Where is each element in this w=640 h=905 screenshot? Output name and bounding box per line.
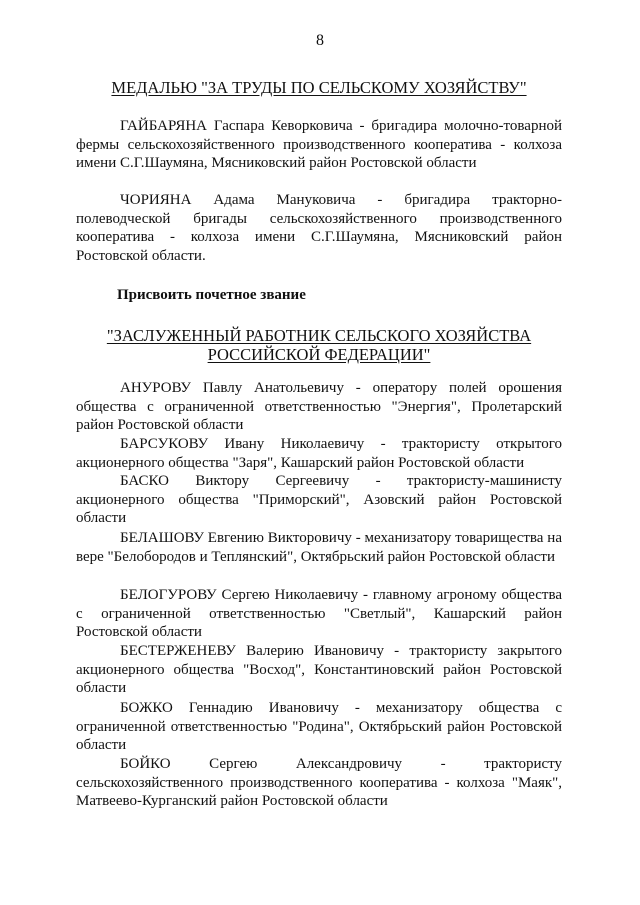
honorary-title-heading-line1: "ЗАСЛУЖЕННЫЙ РАБОТНИК СЕЛЬСКОГО ХОЗЯЙСТВА [106,326,532,345]
honorary-title-heading [76,326,562,364]
award-entry-belashov: БЕЛАШОВУ Евгению Викторовичу - механизатору товарищества на вере "Белобородов и Теплянский", Октябрьский район Ростовской области [76,530,562,565]
award-entry-basko: БАСКО Виктору Сергеевичу - трактористу-машинисту акционерного общества "Приморский", Азовский район Ростовской области [76,473,562,526]
medal-heading: МЕДАЛЬЮ "ЗА ТРУДЫ ПО СЕЛЬСКОМУ ХОЗЯЙСТВУ" [111,78,527,97]
honorary-title-heading-line2: РОССИЙСКОЙ ФЕДЕРАЦИИ" [207,345,431,364]
award-entry-besterzhenev: БЕСТЕРЖЕНЕВУ Валерию Ивановичу - трактористу закрытого акционерного общества "Восход", Константиновский район Ростовской области [76,643,562,696]
award-entry-barsukov: БАРСУКОВУ Ивану Николаевичу - трактористу открытого акционерного общества "Заря", Кашарский район Ростовской области [76,436,562,471]
award-entry-boiko: БОЙКО Сергею Александровичу - трактористу сельскохозяйственного производственного кооператива - колхоза "Маяк", Матвеево-Курганский район Ростовской области [76,756,562,809]
award-entry-gaibaryan: ГАЙБАРЯНА Гаспара Кеворковича - бригадира молочно-товарной фермы сельскохозяйственного производственного кооператива - колхоза имени С.Г.Шаумяна, Мясниковский район Ростовской области [76,118,562,171]
award-entry-bozhko: БОЖКО Геннадию Ивановичу - механизатору общества с ограниченной ответственностью "Родина", Октябрьский район Ростовской области [76,700,562,753]
award-entry-anurov: АНУРОВУ Павлу Анатольевичу - оператору полей орошения общества с ограниченной ответственностью "Энергия", Пролетарский район Ростовской области [76,380,562,433]
assign-title-line: Присвоить почетное звание [117,287,306,303]
page-number: 8 [316,32,324,49]
award-entry-belogurov: БЕЛОГУРОВУ Сергею Николаевичу - главному агроному общества с ограниченной ответственностью "Светлый", Кашарский район Ростовской области [76,587,562,640]
award-entry-choriyan: ЧОРИЯНА Адама Мануковича - бригадира тракторно-полеводческой бригады сельскохозяйственного производственного кооператива - колхоза имени С.Г.Шаумяна, Мясниковский район Ростовской области. [76,192,562,264]
